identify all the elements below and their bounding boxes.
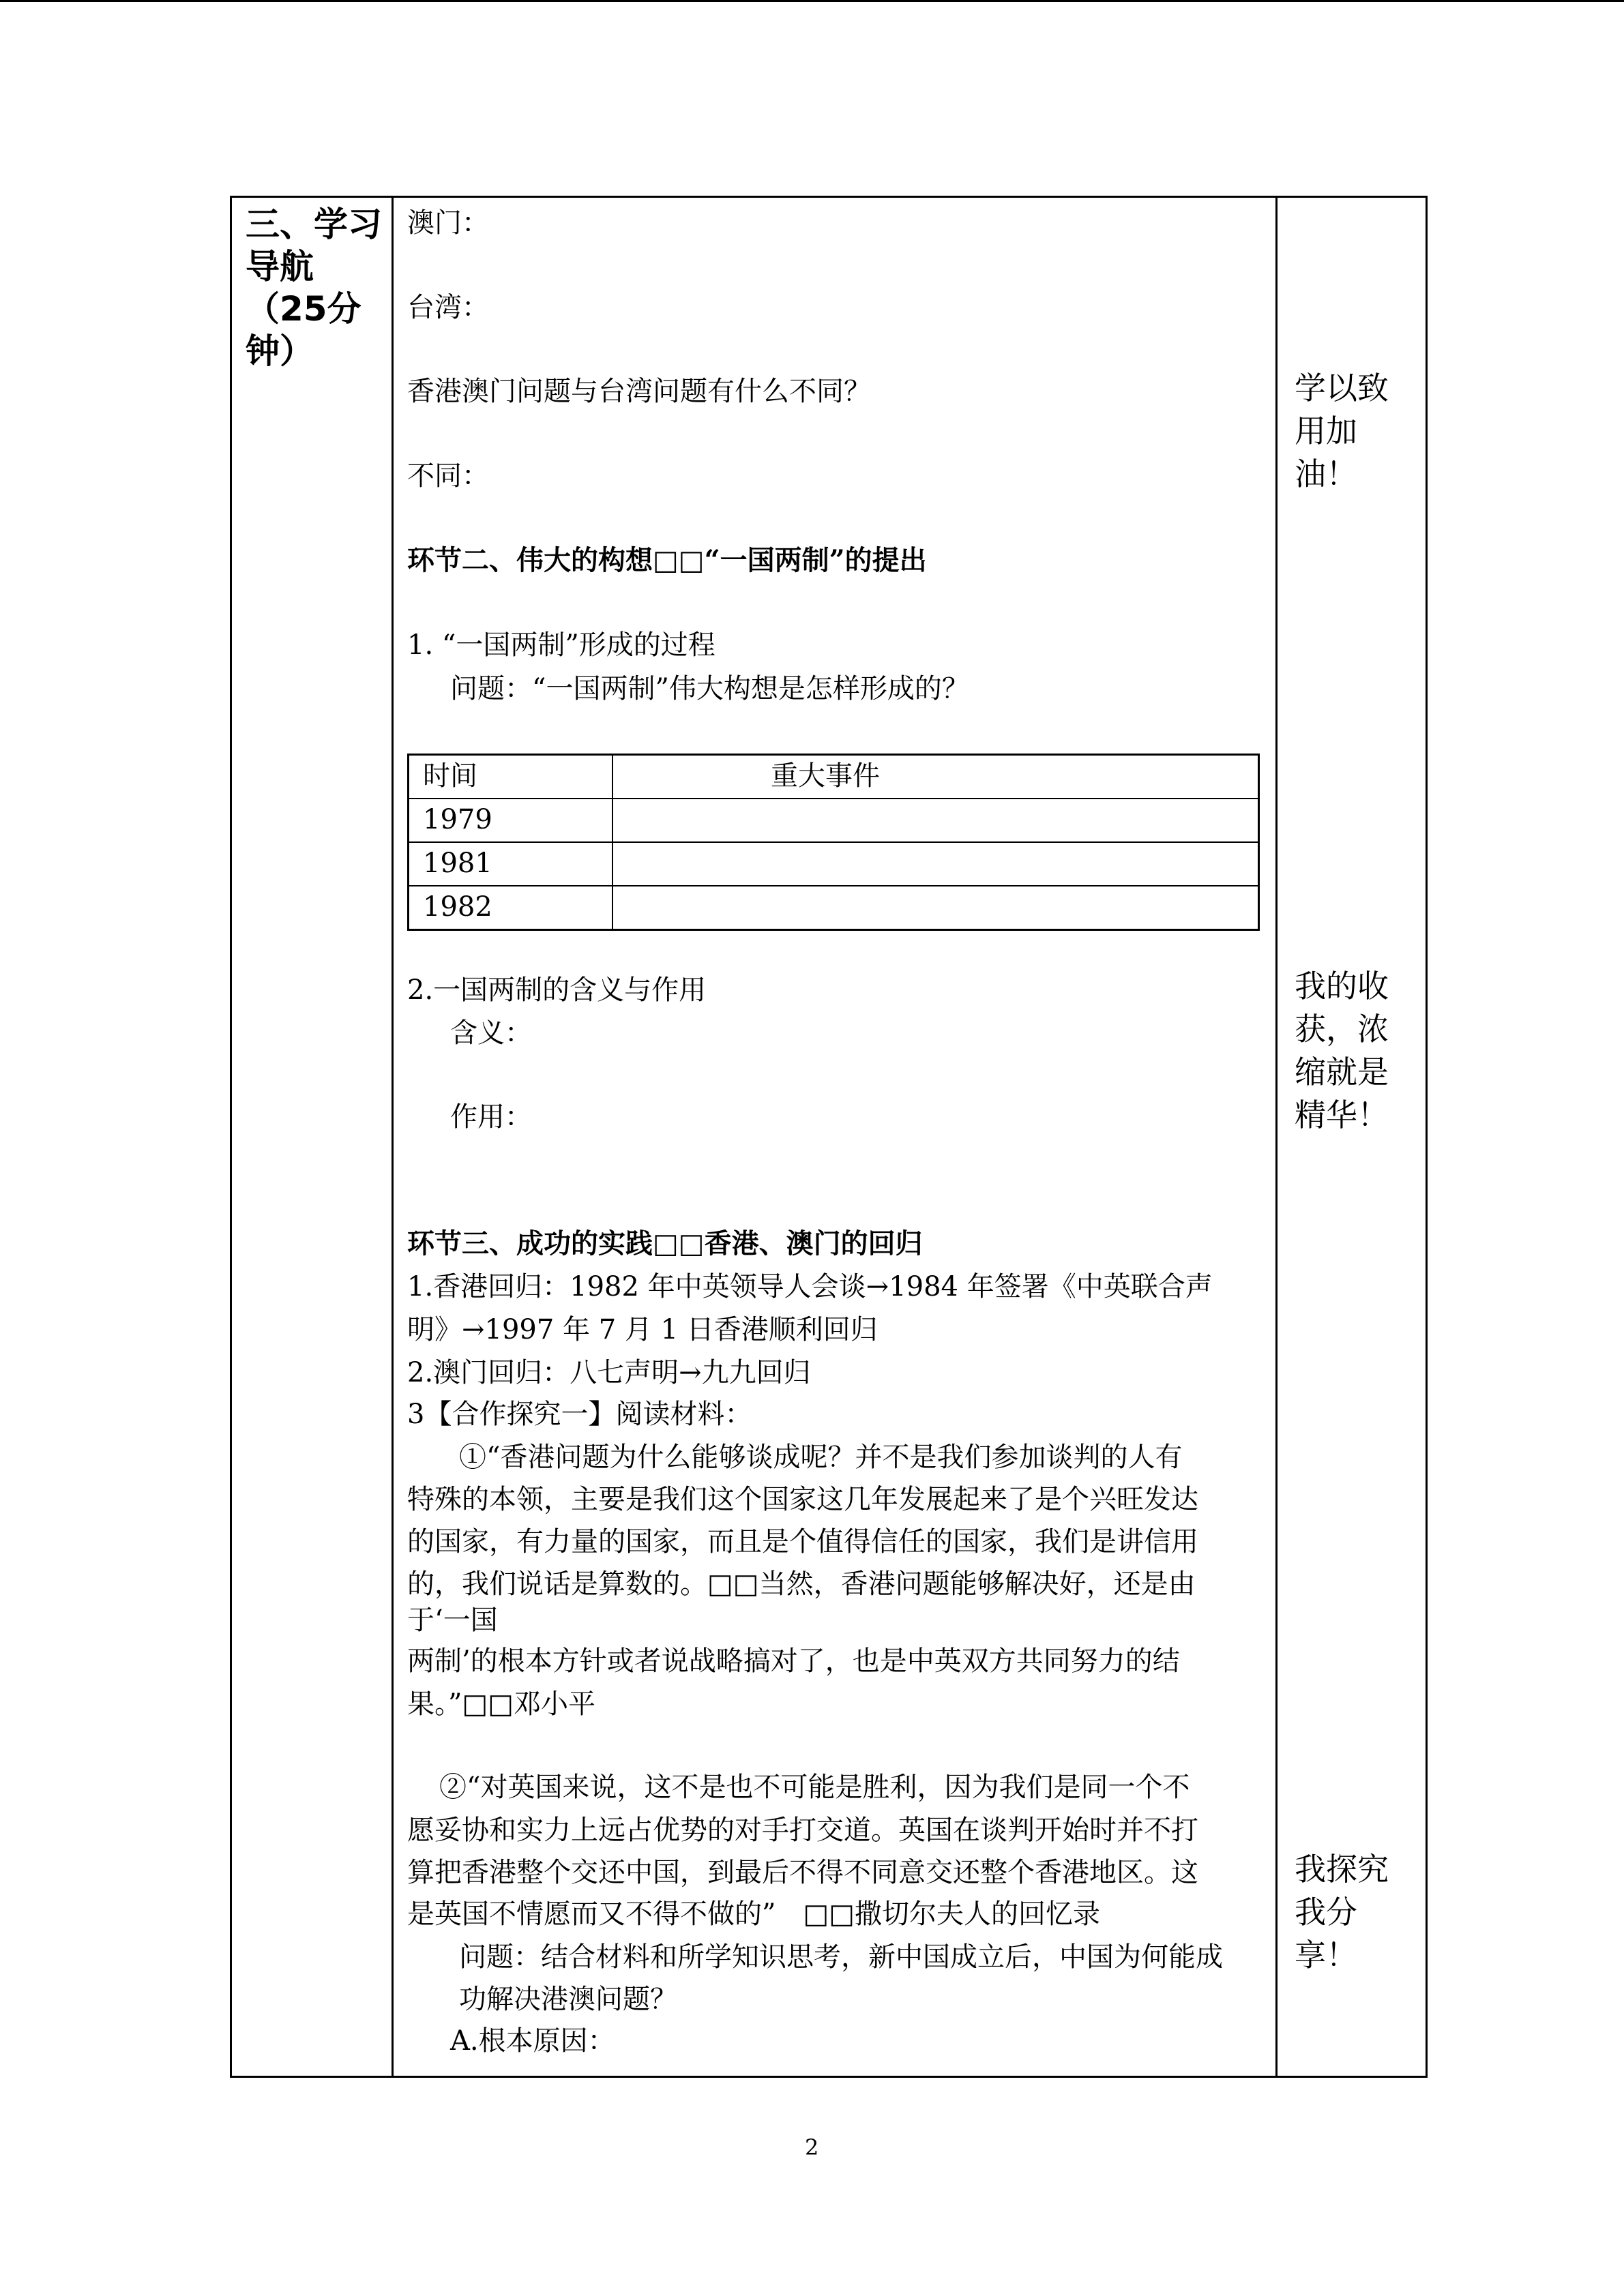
page-number: 2: [805, 2134, 819, 2160]
column-divider: [612, 756, 613, 798]
year-cell: 1979: [423, 804, 492, 835]
quote1-line: 特殊的本领，主要是我们这个国家这几年发展起来了是个兴旺发达: [407, 1484, 1198, 1515]
macau-label: 澳门：: [407, 207, 489, 239]
part2-heading: 环节二、伟大的构想□□“一国两制”的提出: [407, 544, 927, 576]
study-guide-table: [230, 196, 1428, 2078]
quote1-line: 两制’的根本方针或者说战略搞对了，也是中英双方共同努力的结: [407, 1645, 1180, 1677]
quote1-line: ①“香港问题为什么能够谈成呢？并不是我们参加谈判的人有: [459, 1442, 1183, 1473]
quote2-line: 是英国不情愿而又不得不做的” □□撒切尔夫人的回忆录: [407, 1898, 1101, 1930]
final-question-line2: 功解决港澳问题？: [459, 1984, 677, 2015]
notes-column: [1278, 198, 1426, 2076]
function-label: 作用：: [450, 1101, 532, 1133]
page-top-rule: [0, 0, 1624, 2]
year-cell: 1981: [423, 848, 492, 879]
content-column: [394, 198, 1278, 2076]
item1-question: 问题：“一国两制”伟大构想是怎样形成的？: [450, 673, 969, 704]
quote1-line: 的，我们说话是算数的。□□当然，香港问题能够解决好，还是由: [407, 1568, 1196, 1600]
difference-label: 不同：: [407, 460, 489, 492]
hk-return-line1: 1.香港回归：1982 年中英领导人会谈→1984 年签署《中英联合声: [407, 1271, 1213, 1302]
section-title: 三、学习导航（25分钟）: [246, 205, 382, 371]
final-question-line1: 问题：结合材料和所学知识思考，新中国成立后，中国为何能成: [459, 1941, 1223, 1973]
events-table: [407, 754, 1260, 931]
year-cell: 1982: [423, 891, 492, 923]
macau-return: 2.澳门回归：八七声明→九九回归: [407, 1357, 811, 1388]
quote1-line: 于‘一国: [407, 1605, 498, 1636]
section-column: [232, 198, 394, 2076]
events-header-row: [409, 756, 1258, 799]
quote2-line: ②“对英国来说，这不是也不可能是胜利，因为我们是同一个不: [439, 1772, 1190, 1803]
quote2-line: 愿妥协和实力上远占优势的对手打交道。英国在谈判开始时并不打: [407, 1815, 1198, 1846]
header-time: 时间: [423, 760, 477, 792]
difference-question: 香港澳门问题与台湾问题有什么不同？: [407, 376, 871, 407]
meaning-label: 含义：: [450, 1017, 532, 1049]
header-event: 重大事件: [771, 760, 880, 792]
coop-inquiry: 3【合作探究一】阅读材料：: [407, 1399, 752, 1430]
column-divider: [612, 799, 613, 841]
column-divider: [612, 843, 613, 885]
item2-title: 2.一国两制的含义与作用: [407, 974, 707, 1006]
root-cause-label: A.根本原因：: [450, 2025, 615, 2057]
taiwan-label: 台湾：: [407, 292, 489, 323]
side-note: 学以致用加油！: [1295, 370, 1389, 492]
table-row: [409, 843, 1258, 886]
quote1-line: 的国家，有力量的国家，而且是个值得信任的国家，我们是讲信用: [407, 1526, 1198, 1557]
item1-title: 1. “一国两制”形成的过程: [407, 629, 715, 661]
side-note: 我探究我分享！: [1295, 1851, 1389, 1973]
column-divider: [612, 886, 613, 930]
table-row: [409, 886, 1258, 930]
quote2-line: 算把香港整个交还中国，到最后不得不同意交还整个香港地区。这: [407, 1857, 1198, 1888]
quote1-line: 果。”□□邓小平: [407, 1688, 596, 1720]
table-row: [409, 799, 1258, 843]
hk-return-line2: 明》→1997 年 7 月 1 日香港顺利回归: [407, 1314, 878, 1345]
side-note: 我的收获，浓缩就是精华！: [1295, 968, 1389, 1133]
part3-heading: 环节三、成功的实践□□香港、澳门的回归: [407, 1227, 923, 1259]
